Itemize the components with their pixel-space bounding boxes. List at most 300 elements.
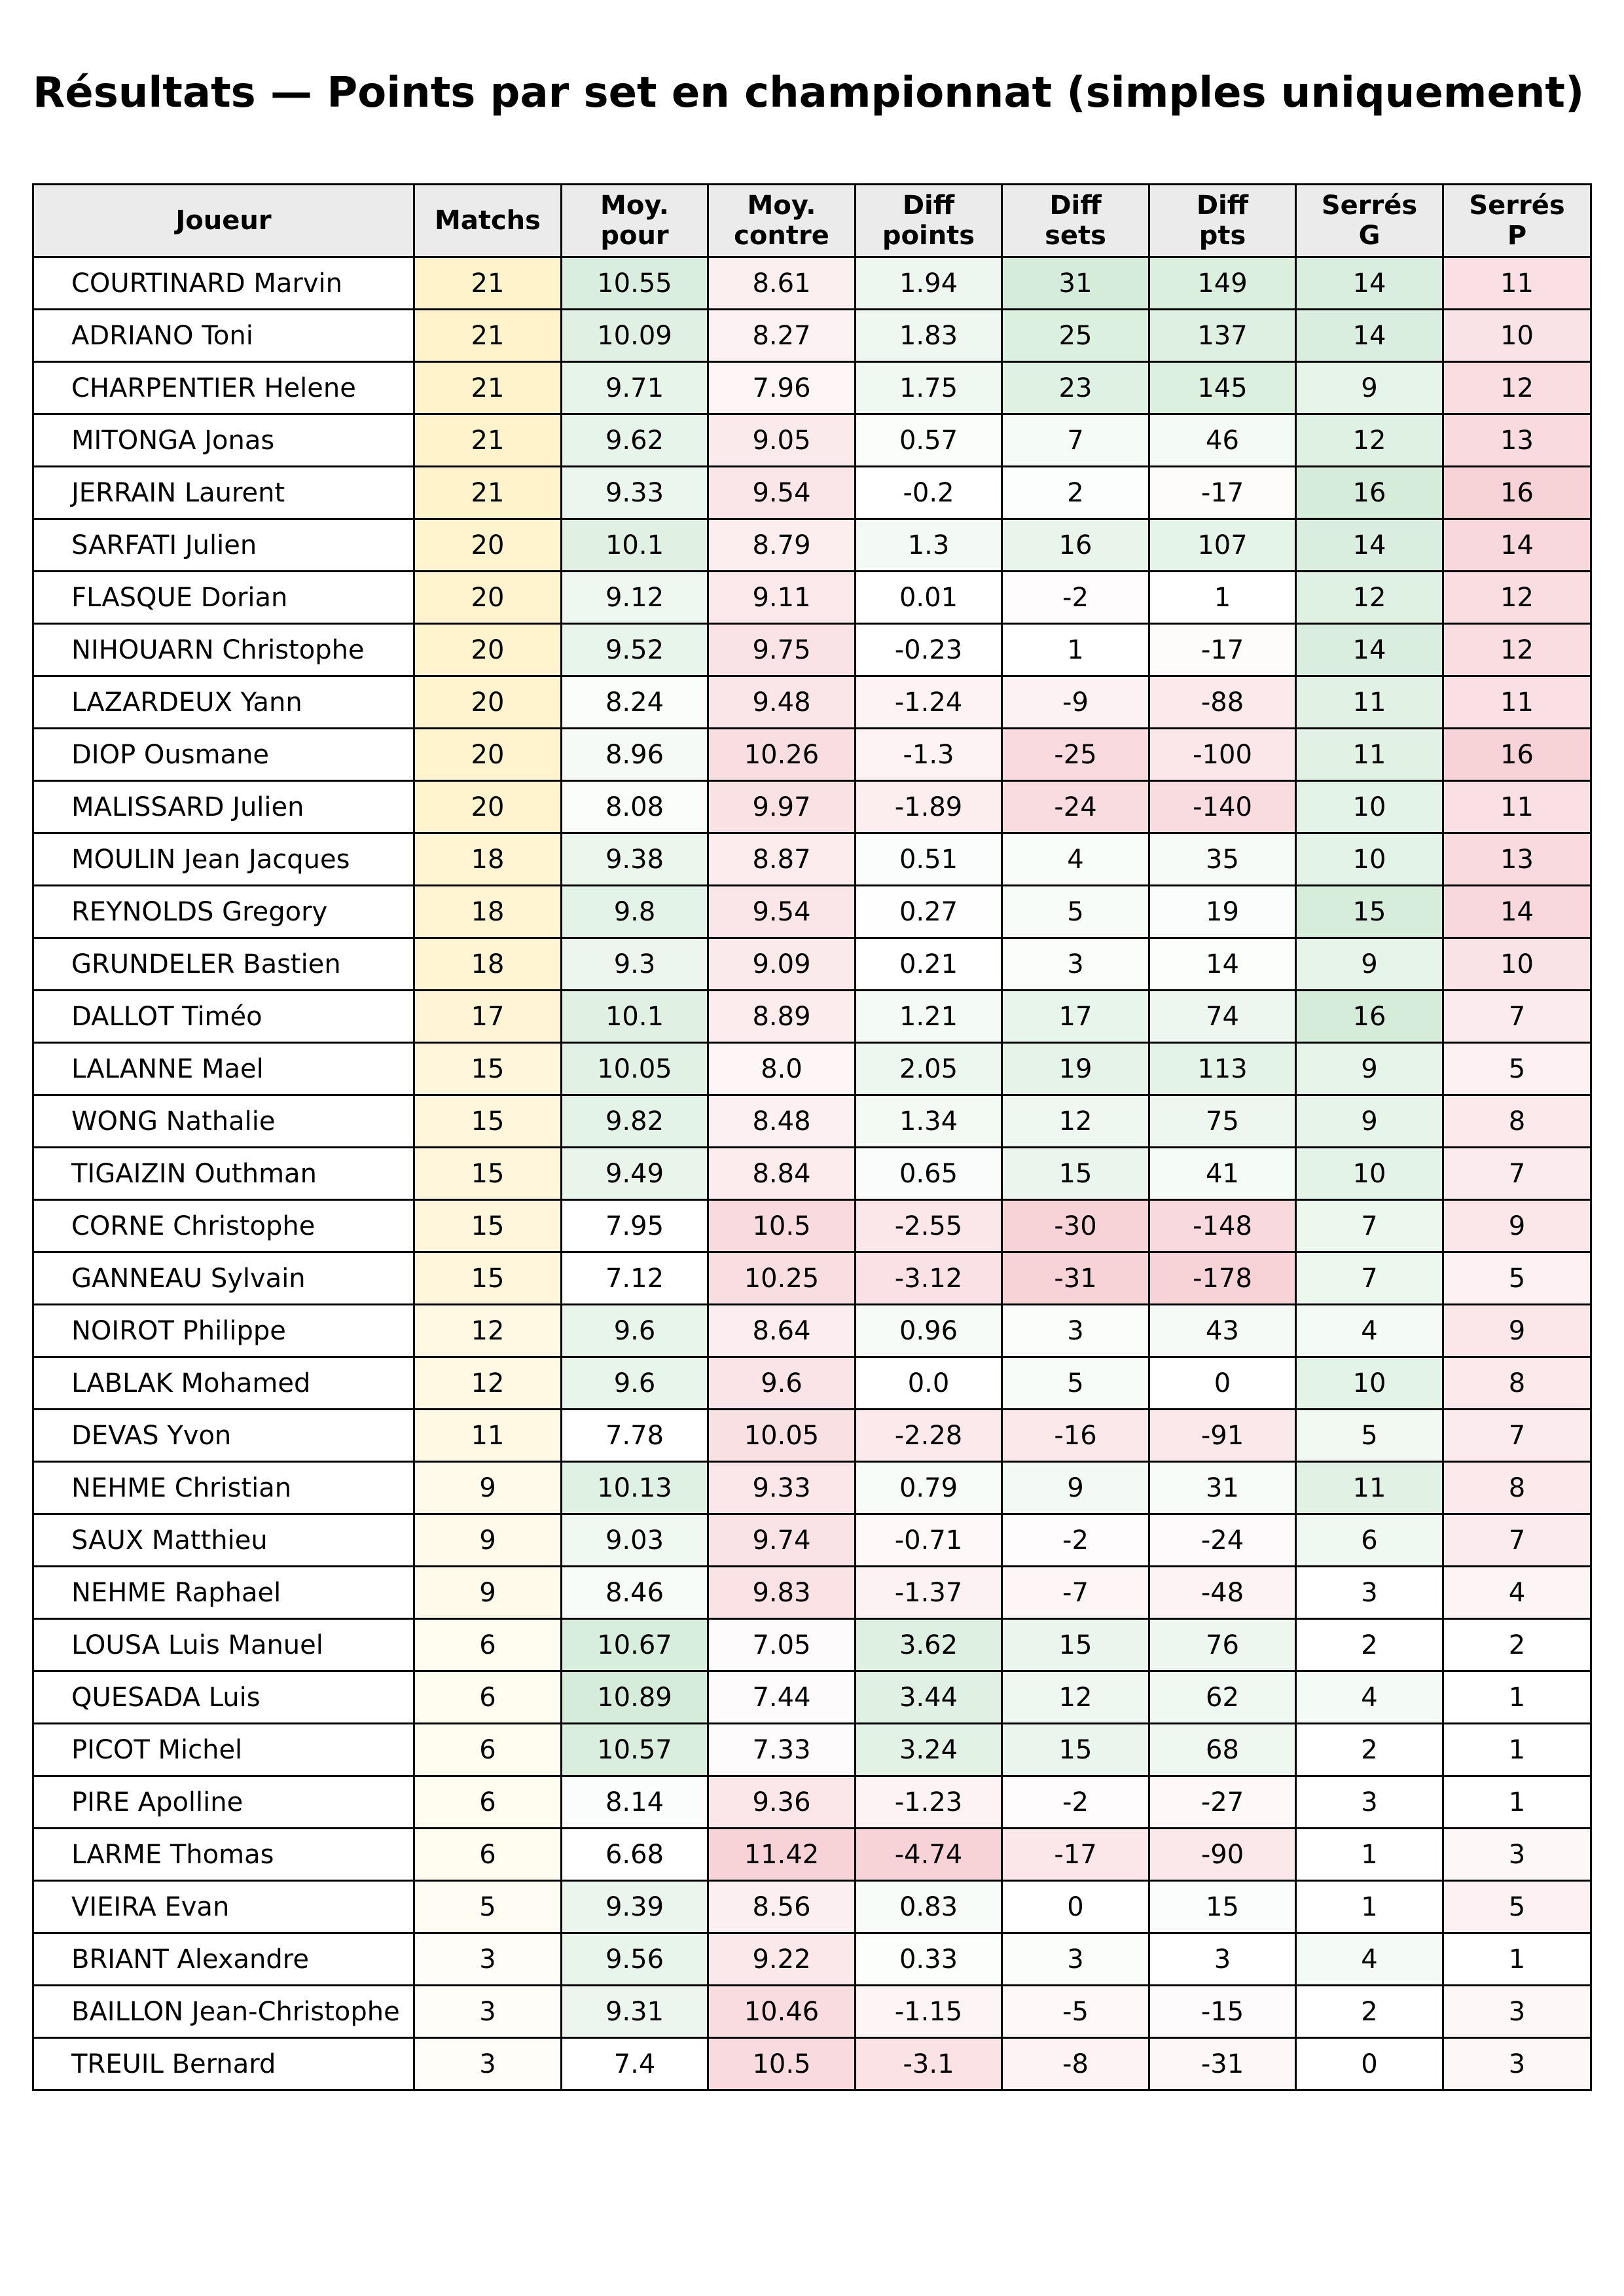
- matchs-cell: 3: [414, 2038, 562, 2090]
- diff-pts-cell: -31: [1149, 2038, 1296, 2090]
- player-name: NEHME Raphael: [33, 1567, 414, 1619]
- diff-sets-cell: -30: [1002, 1200, 1149, 1252]
- serres-g-cell: 14: [1296, 519, 1443, 572]
- matchs-cell: 9: [414, 1567, 562, 1619]
- diff-sets-cell: -7: [1002, 1567, 1149, 1619]
- diff-pts-cell: -148: [1149, 1200, 1296, 1252]
- column-header-matchs[interactable]: Matchs: [414, 185, 562, 257]
- serres-g-cell: 2: [1296, 1619, 1443, 1671]
- moy-pour-cell: 9.03: [562, 1514, 708, 1567]
- player-name: NIHOUARN Christophe: [33, 624, 414, 676]
- matchs-cell: 9: [414, 1514, 562, 1567]
- table-row: [33, 1462, 1591, 1514]
- serres-p-cell: 7: [1443, 1148, 1591, 1200]
- diff-sets-cell: 3: [1002, 1305, 1149, 1357]
- diff-pts-cell: -91: [1149, 1410, 1296, 1462]
- moy-pour-cell: 9.49: [562, 1148, 708, 1200]
- diff-pts-cell: -15: [1149, 1986, 1296, 2038]
- moy-contre-cell: 10.46: [708, 1986, 856, 2038]
- diff-pts-cell: 149: [1149, 257, 1296, 310]
- diff-sets-cell: -9: [1002, 676, 1149, 729]
- diff-sets-cell: 17: [1002, 991, 1149, 1043]
- diff-pts-cell: 1: [1149, 572, 1296, 624]
- column-header-diff-pts[interactable]: Diff pts: [1149, 185, 1296, 257]
- diff-points-cell: 3.24: [856, 1724, 1002, 1776]
- diff-sets-cell: -25: [1002, 729, 1149, 781]
- player-name: GANNEAU Sylvain: [33, 1252, 414, 1305]
- table-row: [33, 1776, 1591, 1829]
- moy-contre-cell: 10.26: [708, 729, 856, 781]
- serres-g-cell: 1: [1296, 1829, 1443, 1881]
- diff-pts-cell: 46: [1149, 414, 1296, 467]
- diff-points-cell: -2.55: [856, 1200, 1002, 1252]
- moy-contre-cell: 7.44: [708, 1671, 856, 1724]
- serres-p-cell: 12: [1443, 624, 1591, 676]
- diff-pts-cell: -90: [1149, 1829, 1296, 1881]
- matchs-cell: 20: [414, 781, 562, 833]
- moy-pour-cell: 9.71: [562, 362, 708, 414]
- moy-contre-cell: 9.11: [708, 572, 856, 624]
- moy-contre-cell: 9.05: [708, 414, 856, 467]
- diff-points-cell: 0.27: [856, 886, 1002, 938]
- player-name: CORNE Christophe: [33, 1200, 414, 1252]
- serres-g-cell: 11: [1296, 676, 1443, 729]
- player-name: REYNOLDS Gregory: [33, 886, 414, 938]
- matchs-cell: 21: [414, 362, 562, 414]
- serres-g-cell: 7: [1296, 1200, 1443, 1252]
- serres-g-cell: 15: [1296, 886, 1443, 938]
- serres-p-cell: 9: [1443, 1200, 1591, 1252]
- moy-pour-cell: 9.39: [562, 1881, 708, 1933]
- player-name: NOIROT Philippe: [33, 1305, 414, 1357]
- moy-pour-cell: 9.56: [562, 1933, 708, 1986]
- matchs-cell: 18: [414, 938, 562, 991]
- player-name: LAZARDEUX Yann: [33, 676, 414, 729]
- diff-sets-cell: -5: [1002, 1986, 1149, 2038]
- matchs-cell: 15: [414, 1043, 562, 1095]
- moy-pour-cell: 9.31: [562, 1986, 708, 2038]
- diff-pts-cell: -48: [1149, 1567, 1296, 1619]
- diff-pts-cell: -17: [1149, 467, 1296, 519]
- header-row: [33, 185, 1591, 257]
- diff-sets-cell: 9: [1002, 1462, 1149, 1514]
- diff-pts-cell: 62: [1149, 1671, 1296, 1724]
- matchs-cell: 5: [414, 1881, 562, 1933]
- moy-pour-cell: 10.89: [562, 1671, 708, 1724]
- page-title: Résultats — Points par set en championnat (simples uniquement): [33, 69, 1585, 117]
- serres-p-cell: 12: [1443, 362, 1591, 414]
- table-row: [33, 1881, 1591, 1933]
- serres-p-cell: 7: [1443, 1410, 1591, 1462]
- serres-p-cell: 5: [1443, 1252, 1591, 1305]
- serres-p-cell: 1: [1443, 1776, 1591, 1829]
- table-row: [33, 991, 1591, 1043]
- diff-points-cell: -0.2: [856, 467, 1002, 519]
- diff-sets-cell: -2: [1002, 572, 1149, 624]
- serres-p-cell: 16: [1443, 729, 1591, 781]
- serres-g-cell: 12: [1296, 414, 1443, 467]
- serres-g-cell: 9: [1296, 362, 1443, 414]
- player-name: MOULIN Jean Jacques: [33, 833, 414, 886]
- matchs-cell: 21: [414, 310, 562, 362]
- matchs-cell: 21: [414, 414, 562, 467]
- moy-pour-cell: 8.24: [562, 676, 708, 729]
- serres-g-cell: 10: [1296, 833, 1443, 886]
- matchs-cell: 11: [414, 1410, 562, 1462]
- matchs-cell: 6: [414, 1829, 562, 1881]
- diff-pts-cell: 0: [1149, 1357, 1296, 1410]
- moy-pour-cell: 9.82: [562, 1095, 708, 1148]
- diff-pts-cell: 107: [1149, 519, 1296, 572]
- table-row: [33, 1095, 1591, 1148]
- serres-p-cell: 13: [1443, 414, 1591, 467]
- column-header-joueur[interactable]: Joueur: [33, 185, 414, 257]
- moy-pour-cell: 9.52: [562, 624, 708, 676]
- serres-g-cell: 14: [1296, 257, 1443, 310]
- results-table: [32, 183, 1592, 2091]
- diff-points-cell: -3.1: [856, 2038, 1002, 2090]
- serres-g-cell: 4: [1296, 1671, 1443, 1724]
- serres-g-cell: 0: [1296, 2038, 1443, 2090]
- serres-g-cell: 14: [1296, 624, 1443, 676]
- diff-pts-cell: 145: [1149, 362, 1296, 414]
- player-name: LALANNE Mael: [33, 1043, 414, 1095]
- matchs-cell: 17: [414, 991, 562, 1043]
- diff-points-cell: 1.75: [856, 362, 1002, 414]
- moy-contre-cell: 10.5: [708, 2038, 856, 2090]
- diff-sets-cell: 3: [1002, 938, 1149, 991]
- player-name: TIGAIZIN Outhman: [33, 1148, 414, 1200]
- moy-contre-cell: 9.74: [708, 1514, 856, 1567]
- moy-pour-cell: 10.09: [562, 310, 708, 362]
- matchs-cell: 15: [414, 1095, 562, 1148]
- serres-g-cell: 3: [1296, 1567, 1443, 1619]
- serres-g-cell: 2: [1296, 1986, 1443, 2038]
- matchs-cell: 18: [414, 833, 562, 886]
- serres-p-cell: 5: [1443, 1881, 1591, 1933]
- serres-p-cell: 8: [1443, 1095, 1591, 1148]
- moy-pour-cell: 7.78: [562, 1410, 708, 1462]
- diff-sets-cell: 23: [1002, 362, 1149, 414]
- column-header-serres-g[interactable]: Serrés G: [1296, 185, 1443, 257]
- column-header-moy-pour[interactable]: Moy. pour: [562, 185, 708, 257]
- serres-p-cell: 12: [1443, 572, 1591, 624]
- player-name: JERRAIN Laurent: [33, 467, 414, 519]
- table-row: [33, 519, 1591, 572]
- diff-pts-cell: 137: [1149, 310, 1296, 362]
- matchs-cell: 3: [414, 1933, 562, 1986]
- diff-points-cell: 1.21: [856, 991, 1002, 1043]
- diff-points-cell: -0.71: [856, 1514, 1002, 1567]
- matchs-cell: 6: [414, 1671, 562, 1724]
- serres-g-cell: 11: [1296, 729, 1443, 781]
- serres-p-cell: 1: [1443, 1933, 1591, 1986]
- moy-contre-cell: 9.54: [708, 467, 856, 519]
- table-header: [33, 185, 1591, 257]
- matchs-cell: 15: [414, 1200, 562, 1252]
- diff-points-cell: 1.3: [856, 519, 1002, 572]
- diff-pts-cell: 75: [1149, 1095, 1296, 1148]
- player-name: MITONGA Jonas: [33, 414, 414, 467]
- player-name: ADRIANO Toni: [33, 310, 414, 362]
- diff-points-cell: 0.65: [856, 1148, 1002, 1200]
- column-header-moy-contre[interactable]: Moy. contre: [708, 185, 856, 257]
- moy-contre-cell: 9.09: [708, 938, 856, 991]
- serres-g-cell: 6: [1296, 1514, 1443, 1567]
- moy-contre-cell: 8.27: [708, 310, 856, 362]
- diff-pts-cell: 41: [1149, 1148, 1296, 1200]
- diff-pts-cell: 15: [1149, 1881, 1296, 1933]
- table-row: [33, 414, 1591, 467]
- serres-p-cell: 3: [1443, 1829, 1591, 1881]
- serres-p-cell: 13: [1443, 833, 1591, 886]
- diff-pts-cell: 14: [1149, 938, 1296, 991]
- moy-contre-cell: 8.84: [708, 1148, 856, 1200]
- player-name: GRUNDELER Bastien: [33, 938, 414, 991]
- moy-contre-cell: 9.6: [708, 1357, 856, 1410]
- player-name: PIRE Apolline: [33, 1776, 414, 1829]
- diff-points-cell: 0.96: [856, 1305, 1002, 1357]
- serres-g-cell: 10: [1296, 781, 1443, 833]
- table-row: [33, 676, 1591, 729]
- table-row: [33, 1200, 1591, 1252]
- moy-pour-cell: 9.12: [562, 572, 708, 624]
- matchs-cell: 9: [414, 1462, 562, 1514]
- diff-sets-cell: 16: [1002, 519, 1149, 572]
- serres-g-cell: 16: [1296, 991, 1443, 1043]
- table-row: [33, 1357, 1591, 1410]
- diff-sets-cell: 25: [1002, 310, 1149, 362]
- player-name: BAILLON Jean-Christophe: [33, 1986, 414, 2038]
- matchs-cell: 15: [414, 1252, 562, 1305]
- serres-g-cell: 2: [1296, 1724, 1443, 1776]
- serres-g-cell: 9: [1296, 1043, 1443, 1095]
- moy-contre-cell: 7.96: [708, 362, 856, 414]
- table-row: [33, 1724, 1591, 1776]
- diff-points-cell: 0.51: [856, 833, 1002, 886]
- moy-contre-cell: 9.36: [708, 1776, 856, 1829]
- table-row: [33, 1514, 1591, 1567]
- moy-pour-cell: 9.6: [562, 1305, 708, 1357]
- table-row: [33, 467, 1591, 519]
- serres-p-cell: 14: [1443, 886, 1591, 938]
- player-name: WONG Nathalie: [33, 1095, 414, 1148]
- diff-sets-cell: 15: [1002, 1148, 1149, 1200]
- matchs-cell: 20: [414, 519, 562, 572]
- moy-pour-cell: 8.46: [562, 1567, 708, 1619]
- diff-sets-cell: -16: [1002, 1410, 1149, 1462]
- serres-g-cell: 11: [1296, 1462, 1443, 1514]
- diff-sets-cell: 7: [1002, 414, 1149, 467]
- diff-sets-cell: 2: [1002, 467, 1149, 519]
- diff-points-cell: -2.28: [856, 1410, 1002, 1462]
- moy-contre-cell: 8.79: [708, 519, 856, 572]
- diff-sets-cell: 5: [1002, 886, 1149, 938]
- player-name: SARFATI Julien: [33, 519, 414, 572]
- moy-pour-cell: 10.1: [562, 991, 708, 1043]
- diff-pts-cell: 76: [1149, 1619, 1296, 1671]
- moy-pour-cell: 6.68: [562, 1829, 708, 1881]
- diff-pts-cell: -24: [1149, 1514, 1296, 1567]
- diff-sets-cell: 3: [1002, 1933, 1149, 1986]
- moy-pour-cell: 9.8: [562, 886, 708, 938]
- table-row: [33, 1619, 1591, 1671]
- diff-points-cell: -1.37: [856, 1567, 1002, 1619]
- serres-p-cell: 16: [1443, 467, 1591, 519]
- diff-pts-cell: 113: [1149, 1043, 1296, 1095]
- table-row: [33, 2038, 1591, 2090]
- diff-points-cell: -1.15: [856, 1986, 1002, 2038]
- diff-points-cell: 0.01: [856, 572, 1002, 624]
- diff-pts-cell: 35: [1149, 833, 1296, 886]
- diff-points-cell: 1.34: [856, 1095, 1002, 1148]
- moy-contre-cell: 10.05: [708, 1410, 856, 1462]
- player-name: VIEIRA Evan: [33, 1881, 414, 1933]
- diff-pts-cell: 3: [1149, 1933, 1296, 1986]
- moy-pour-cell: 10.57: [562, 1724, 708, 1776]
- table-row: [33, 257, 1591, 310]
- matchs-cell: 6: [414, 1724, 562, 1776]
- diff-pts-cell: -17: [1149, 624, 1296, 676]
- moy-contre-cell: 11.42: [708, 1829, 856, 1881]
- serres-p-cell: 10: [1443, 310, 1591, 362]
- moy-contre-cell: 10.5: [708, 1200, 856, 1252]
- diff-sets-cell: 15: [1002, 1724, 1149, 1776]
- diff-points-cell: -1.23: [856, 1776, 1002, 1829]
- serres-p-cell: 11: [1443, 781, 1591, 833]
- diff-pts-cell: 31: [1149, 1462, 1296, 1514]
- diff-sets-cell: -17: [1002, 1829, 1149, 1881]
- player-name: CHARPENTIER Helene: [33, 362, 414, 414]
- matchs-cell: 12: [414, 1305, 562, 1357]
- diff-points-cell: -1.89: [856, 781, 1002, 833]
- table-row: [33, 624, 1591, 676]
- diff-sets-cell: -24: [1002, 781, 1149, 833]
- matchs-cell: 20: [414, 624, 562, 676]
- moy-pour-cell: 8.08: [562, 781, 708, 833]
- serres-g-cell: 3: [1296, 1776, 1443, 1829]
- matchs-cell: 3: [414, 1986, 562, 2038]
- diff-pts-cell: 19: [1149, 886, 1296, 938]
- diff-points-cell: 0.83: [856, 1881, 1002, 1933]
- serres-g-cell: 10: [1296, 1357, 1443, 1410]
- diff-sets-cell: -2: [1002, 1776, 1149, 1829]
- matchs-cell: 6: [414, 1619, 562, 1671]
- serres-p-cell: 1: [1443, 1724, 1591, 1776]
- moy-contre-cell: 9.48: [708, 676, 856, 729]
- serres-p-cell: 3: [1443, 2038, 1591, 2090]
- table-row: [33, 1410, 1591, 1462]
- table-row: [33, 938, 1591, 991]
- serres-g-cell: 16: [1296, 467, 1443, 519]
- player-name: DEVAS Yvon: [33, 1410, 414, 1462]
- diff-points-cell: 3.44: [856, 1671, 1002, 1724]
- matchs-cell: 21: [414, 467, 562, 519]
- player-name: MALISSARD Julien: [33, 781, 414, 833]
- moy-contre-cell: 9.22: [708, 1933, 856, 1986]
- moy-pour-cell: 7.4: [562, 2038, 708, 2090]
- serres-p-cell: 3: [1443, 1986, 1591, 2038]
- player-name: TREUIL Bernard: [33, 2038, 414, 2090]
- diff-sets-cell: 1: [1002, 624, 1149, 676]
- matchs-cell: 20: [414, 676, 562, 729]
- moy-contre-cell: 8.64: [708, 1305, 856, 1357]
- column-header-diff-sets[interactable]: Diff sets: [1002, 185, 1149, 257]
- table-row: [33, 1148, 1591, 1200]
- diff-sets-cell: 12: [1002, 1095, 1149, 1148]
- column-header-serres-p[interactable]: Serrés P: [1443, 185, 1591, 257]
- diff-pts-cell: -100: [1149, 729, 1296, 781]
- player-name: LOUSA Luis Manuel: [33, 1619, 414, 1671]
- diff-points-cell: -3.12: [856, 1252, 1002, 1305]
- matchs-cell: 21: [414, 257, 562, 310]
- player-name: SAUX Matthieu: [33, 1514, 414, 1567]
- diff-points-cell: 0.21: [856, 938, 1002, 991]
- diff-pts-cell: 43: [1149, 1305, 1296, 1357]
- serres-g-cell: 1: [1296, 1881, 1443, 1933]
- matchs-cell: 6: [414, 1776, 562, 1829]
- moy-contre-cell: 8.0: [708, 1043, 856, 1095]
- moy-contre-cell: 9.75: [708, 624, 856, 676]
- diff-pts-cell: -140: [1149, 781, 1296, 833]
- serres-p-cell: 4: [1443, 1567, 1591, 1619]
- serres-p-cell: 14: [1443, 519, 1591, 572]
- table-row: [33, 729, 1591, 781]
- moy-contre-cell: 8.61: [708, 257, 856, 310]
- moy-pour-cell: 10.05: [562, 1043, 708, 1095]
- diff-sets-cell: 15: [1002, 1619, 1149, 1671]
- moy-pour-cell: 9.3: [562, 938, 708, 991]
- moy-contre-cell: 8.48: [708, 1095, 856, 1148]
- player-name: DALLOT Timéo: [33, 991, 414, 1043]
- moy-contre-cell: 7.33: [708, 1724, 856, 1776]
- table-row: [33, 833, 1591, 886]
- serres-g-cell: 10: [1296, 1148, 1443, 1200]
- diff-points-cell: 0.57: [856, 414, 1002, 467]
- moy-contre-cell: 9.54: [708, 886, 856, 938]
- moy-pour-cell: 8.96: [562, 729, 708, 781]
- matchs-cell: 20: [414, 729, 562, 781]
- table-row: [33, 1933, 1591, 1986]
- serres-g-cell: 9: [1296, 938, 1443, 991]
- matchs-cell: 15: [414, 1148, 562, 1200]
- diff-sets-cell: 0: [1002, 1881, 1149, 1933]
- diff-points-cell: 2.05: [856, 1043, 1002, 1095]
- table-row: [33, 1671, 1591, 1724]
- diff-points-cell: 0.79: [856, 1462, 1002, 1514]
- diff-sets-cell: 5: [1002, 1357, 1149, 1410]
- column-header-diff-points[interactable]: Diff points: [856, 185, 1002, 257]
- diff-sets-cell: -31: [1002, 1252, 1149, 1305]
- diff-pts-cell: 68: [1149, 1724, 1296, 1776]
- serres-p-cell: 7: [1443, 1514, 1591, 1567]
- moy-contre-cell: 9.83: [708, 1567, 856, 1619]
- moy-pour-cell: 9.33: [562, 467, 708, 519]
- serres-g-cell: 4: [1296, 1933, 1443, 1986]
- diff-points-cell: 3.62: [856, 1619, 1002, 1671]
- serres-g-cell: 4: [1296, 1305, 1443, 1357]
- moy-pour-cell: 9.6: [562, 1357, 708, 1410]
- diff-points-cell: -1.3: [856, 729, 1002, 781]
- table-row: [33, 1986, 1591, 2038]
- player-name: COURTINARD Marvin: [33, 257, 414, 310]
- serres-g-cell: 14: [1296, 310, 1443, 362]
- moy-contre-cell: 7.05: [708, 1619, 856, 1671]
- diff-sets-cell: 19: [1002, 1043, 1149, 1095]
- diff-points-cell: 1.83: [856, 310, 1002, 362]
- table-row: [33, 362, 1591, 414]
- diff-sets-cell: -2: [1002, 1514, 1149, 1567]
